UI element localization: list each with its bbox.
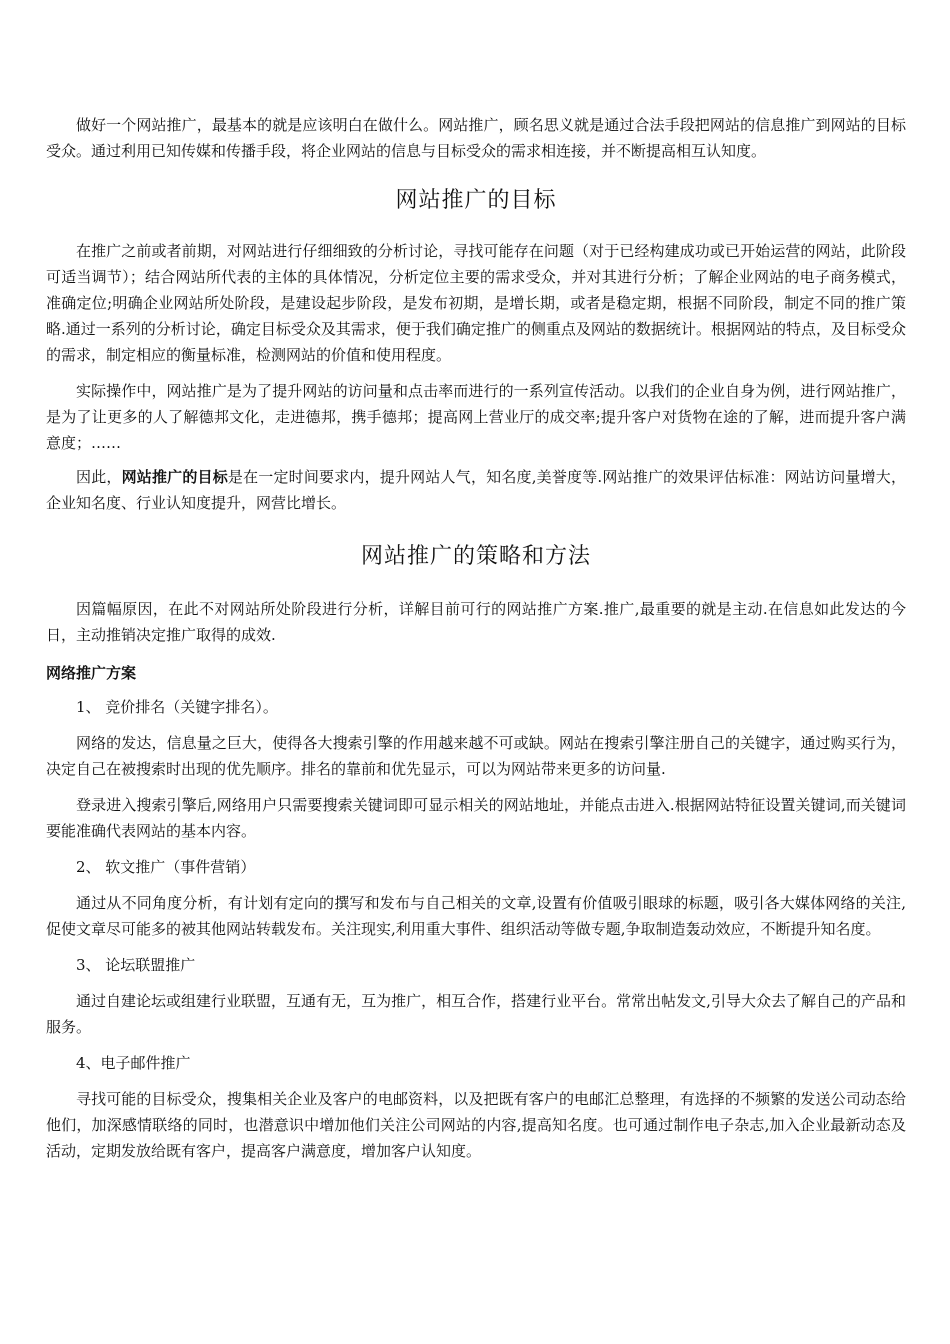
- item1-paragraph-2: 登录进入搜索引擎后,网络用户只需要搜索关键词即可显示相关的网站地址，并能点击进入.根据网站特征设置关键词,而关键词要能准确代表网站的基本内容。: [46, 796, 906, 840]
- goal-paragraph-3-pre: 因此，: [76, 468, 122, 486]
- goal-paragraph-3-post: 是在一定时间要求内，提升网站人气，知名度,美誉度等.网站推广的效果评估标准：网站访问量增大，企业知名度、行业认知度提升，网营比增长。: [46, 468, 906, 512]
- item3-paragraph-1: 通过自建论坛或组建行业联盟，互通有无，互为推广，相互合作，搭建行业平台。常常出帖发文,引导大众去了解自己的产品和服务。: [46, 992, 906, 1036]
- document-page: [46, 112, 906, 1164]
- item4-paragraph-1: 寻找可能的目标受众，搜集相关企业及客户的电邮资料，以及把既有客户的电邮汇总整理，有选择的不频繁的发送公司动态给他们，加深感情联络的同时，也潜意识中增加他们关注公司网站的内容,提高知名度。也可通过制作电子杂志,加入企业最新动态及活动，定期发放给既有客户，提高客户满意度，增加客户认知度。: [46, 1090, 906, 1160]
- section-title-strategy: 网站推广的策略和方法: [360, 544, 591, 569]
- item1-paragraph-1: 网络的发达，信息量之巨大，使得各大搜索引擎的作用越来越不可或缺。网站在搜索引擎注册自己的关键字，通过购买行为，决定自己在被搜索时出现的优先顺序。排名的靠前和优先显示，可以为网站带来更多的访问量.: [46, 734, 906, 778]
- goal-paragraph-1: 在推广之前或者前期，对网站进行仔细细致的分析讨论，寻找可能存在问题（对于已经构建成功或已开始运营的网站，此阶段可适当调节）；结合网站所代表的主体的具体情况，分析定位主要的需求受众，并对其进行分析；了解企业网站的电子商务模式，准确定位;明确企业网站所处阶段，是建设起步阶段，是发布初期，是增长期，或者是稳定期，根据不同阶段，制定不同的推广策略.通过一系列的分析讨论，确定目标受众及其需求，便于我们确定推广的侧重点及网站的数据统计。根据网站的特点，及目标受众的需求，制定相应的衡量标准，检测网站的价值和使用程度。: [46, 242, 906, 364]
- item-heading-4: 4、电子邮件推广: [76, 1054, 191, 1072]
- intro-paragraph: 做好一个网站推广，最基本的就是应该明白在做什么。网站推广，顾名思义就是通过合法手段把网站的信息推广到网站的目标受众。通过利用已知传媒和传播手段，将企业网站的信息与目标受众的需求相连接，并不断提高相互认知度。: [46, 116, 906, 160]
- item-heading-1: 1、 竞价排名（关键字排名）。: [76, 698, 278, 716]
- item-heading-2: 2、 软文推广（事件营销）: [76, 858, 256, 876]
- item-heading-3: 3、 论坛联盟推广: [76, 956, 196, 974]
- goal-paragraph-3-bold: 网站推广的目标: [121, 468, 228, 486]
- strategy-paragraph-1: 因篇幅原因，在此不对网站所处阶段进行分析，详解目前可行的网站推广方案.推广,最重要的就是主动.在信息如此发达的今日，主动推销决定推广取得的成效.: [46, 600, 906, 644]
- item2-paragraph-1: 通过从不同角度分析，有计划有定向的撰写和发布与自己相关的文章,设置有价值吸引眼球的标题，吸引各大媒体网络的关注,促使文章尽可能多的被其他网站转载发布。关注现实,利用重大事件、组织活动等做专题,争取制造轰动效应，不断提升知名度。: [46, 894, 906, 938]
- goal-paragraph-2: 实际操作中，网站推广是为了提升网站的访问量和点击率而进行的一系列宣传活动。以我们的企业自身为例，进行网站推广，是为了让更多的人了解德邦文化，走进德邦，携手德邦；提高网上营业厅的成交率;提升客户对货物在途的了解，进而提升客户满意度；……: [46, 382, 906, 452]
- section-title-goal: 网站推广的目标: [395, 188, 557, 213]
- strategy-subtitle: 网络推广方案: [46, 664, 137, 682]
- goal-paragraph-3: [46, 464, 906, 516]
